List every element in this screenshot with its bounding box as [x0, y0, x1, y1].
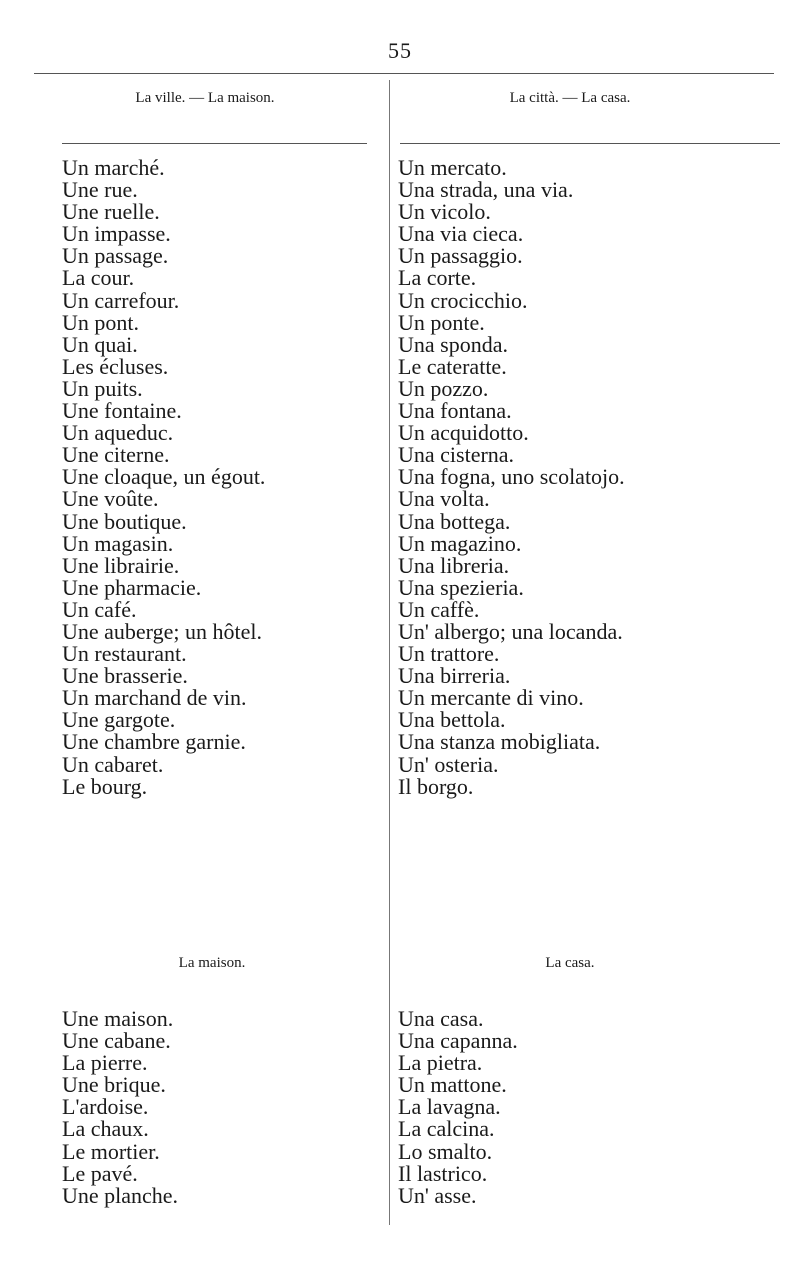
italian-entry: Un ponte.: [398, 309, 485, 335]
french-city-terms: [62, 157, 265, 798]
french-entry: Une citerne.: [62, 442, 170, 468]
french-entry: Un cabaret.: [62, 751, 164, 777]
right-header-rule: [400, 143, 780, 144]
italian-entry: Una fontana.: [398, 398, 512, 424]
italian-entry: Una sponda.: [398, 331, 508, 357]
page-number: 55: [388, 38, 412, 63]
italian-entry: Un' albergo; una locanda.: [398, 618, 623, 644]
french-entry: Un pont.: [62, 309, 139, 335]
french-entry: La cour.: [62, 265, 135, 291]
italian-entry: Una capanna.: [398, 1028, 518, 1054]
italian-entry: Un trattore.: [398, 641, 500, 667]
italian-entry: Un' osteria.: [398, 751, 499, 777]
italian-entry: Una birreria.: [398, 663, 511, 689]
left-header-rule: [62, 143, 367, 144]
italian-entry: Un caffè.: [398, 596, 480, 622]
column-divider: [389, 80, 390, 1225]
italian-entry: Una stanza mobigliata.: [398, 729, 601, 755]
french-entry: Une gargote.: [62, 707, 176, 733]
italian-entry: Un' asse.: [398, 1182, 477, 1208]
french-entry: Une brasserie.: [62, 663, 188, 689]
italian-entry: La corte.: [398, 265, 477, 291]
italian-entry: Una cisterna.: [398, 442, 515, 468]
italian-entry: Un acquidotto.: [398, 420, 529, 446]
italian-entry: La pietra.: [398, 1050, 483, 1076]
italian-entry: Un mercato.: [398, 155, 507, 180]
french-entry: Un carrefour.: [62, 287, 180, 313]
french-entry: L'ardoise.: [62, 1094, 149, 1120]
italian-entry: Una spezieria.: [398, 574, 524, 600]
italian-entry: Un mercante di vino.: [398, 685, 584, 711]
french-house-terms: [62, 1008, 178, 1207]
french-entry: La pierre.: [62, 1050, 148, 1076]
french-entry: La chaux.: [62, 1116, 149, 1142]
left-section-heading: La maison.: [178, 955, 246, 971]
french-entry: Un aqueduc.: [62, 420, 174, 446]
french-entry: Une pharmacie.: [62, 574, 202, 600]
french-entry: Un quai.: [62, 331, 138, 357]
italian-entry: Un mattone.: [398, 1072, 507, 1098]
italian-entry: Una via cieca.: [398, 221, 524, 247]
italian-entry: Il borgo.: [398, 773, 474, 799]
italian-entry: Una libreria.: [398, 552, 510, 578]
italian-entry: La calcina.: [398, 1116, 495, 1142]
italian-entry: Le cateratte.: [398, 353, 507, 379]
right-section-heading: La casa.: [545, 955, 595, 971]
italian-entry: Un pozzo.: [398, 375, 489, 401]
italian-entry: Un vicolo.: [398, 199, 491, 225]
french-entry: Une chambre garnie.: [62, 729, 246, 755]
italian-entry: Una casa.: [398, 1006, 484, 1031]
french-entry: Une cabane.: [62, 1028, 171, 1054]
french-entry: Un restaurant.: [62, 641, 187, 667]
top-rule: [34, 73, 774, 74]
french-entry: Le pavé.: [62, 1160, 138, 1186]
french-entry: Une maison.: [62, 1006, 174, 1031]
french-entry: Un magasin.: [62, 530, 174, 556]
french-entry: Un café.: [62, 596, 137, 622]
french-entry: Le bourg.: [62, 773, 148, 799]
french-entry: Une cloaque, un égout.: [62, 464, 266, 490]
right-column-header: La città. — La casa.: [509, 90, 631, 106]
french-entry: Un puits.: [62, 375, 143, 401]
italian-entry: Una bottega.: [398, 508, 511, 534]
french-entry: Une librairie.: [62, 552, 180, 578]
italian-entry: Lo smalto.: [398, 1138, 493, 1164]
french-entry: Le mortier.: [62, 1138, 160, 1164]
french-entry: Une rue.: [62, 177, 138, 203]
french-entry: Une ruelle.: [62, 199, 160, 225]
left-column-header: La ville. — La maison.: [135, 90, 275, 106]
french-entry: Une brique.: [62, 1072, 166, 1098]
french-entry: Une boutique.: [62, 508, 187, 534]
italian-entry: Il lastrico.: [398, 1160, 488, 1186]
italian-entry: Un crocicchio.: [398, 287, 528, 313]
italian-entry: Una volta.: [398, 486, 490, 512]
french-entry: Un marchand de vin.: [62, 685, 247, 711]
french-entry: Une fontaine.: [62, 398, 182, 424]
french-entry: Un marché.: [62, 155, 165, 180]
french-entry: Les écluses.: [62, 353, 169, 379]
italian-entry: Una fogna, uno scolatojo.: [398, 464, 625, 490]
french-entry: Une auberge; un hôtel.: [62, 618, 262, 644]
french-entry: Une voûte.: [62, 486, 159, 512]
french-entry: Une planche.: [62, 1182, 179, 1208]
italian-city-terms: [398, 157, 625, 798]
italian-entry: Una bettola.: [398, 707, 506, 733]
italian-entry: Un passaggio.: [398, 243, 523, 269]
french-entry: Un passage.: [62, 243, 169, 269]
italian-entry: Una strada, una via.: [398, 177, 574, 203]
french-entry: Un impasse.: [62, 221, 171, 247]
italian-entry: La lavagna.: [398, 1094, 501, 1120]
italian-house-terms: [398, 1008, 518, 1207]
italian-entry: Un magazino.: [398, 530, 522, 556]
